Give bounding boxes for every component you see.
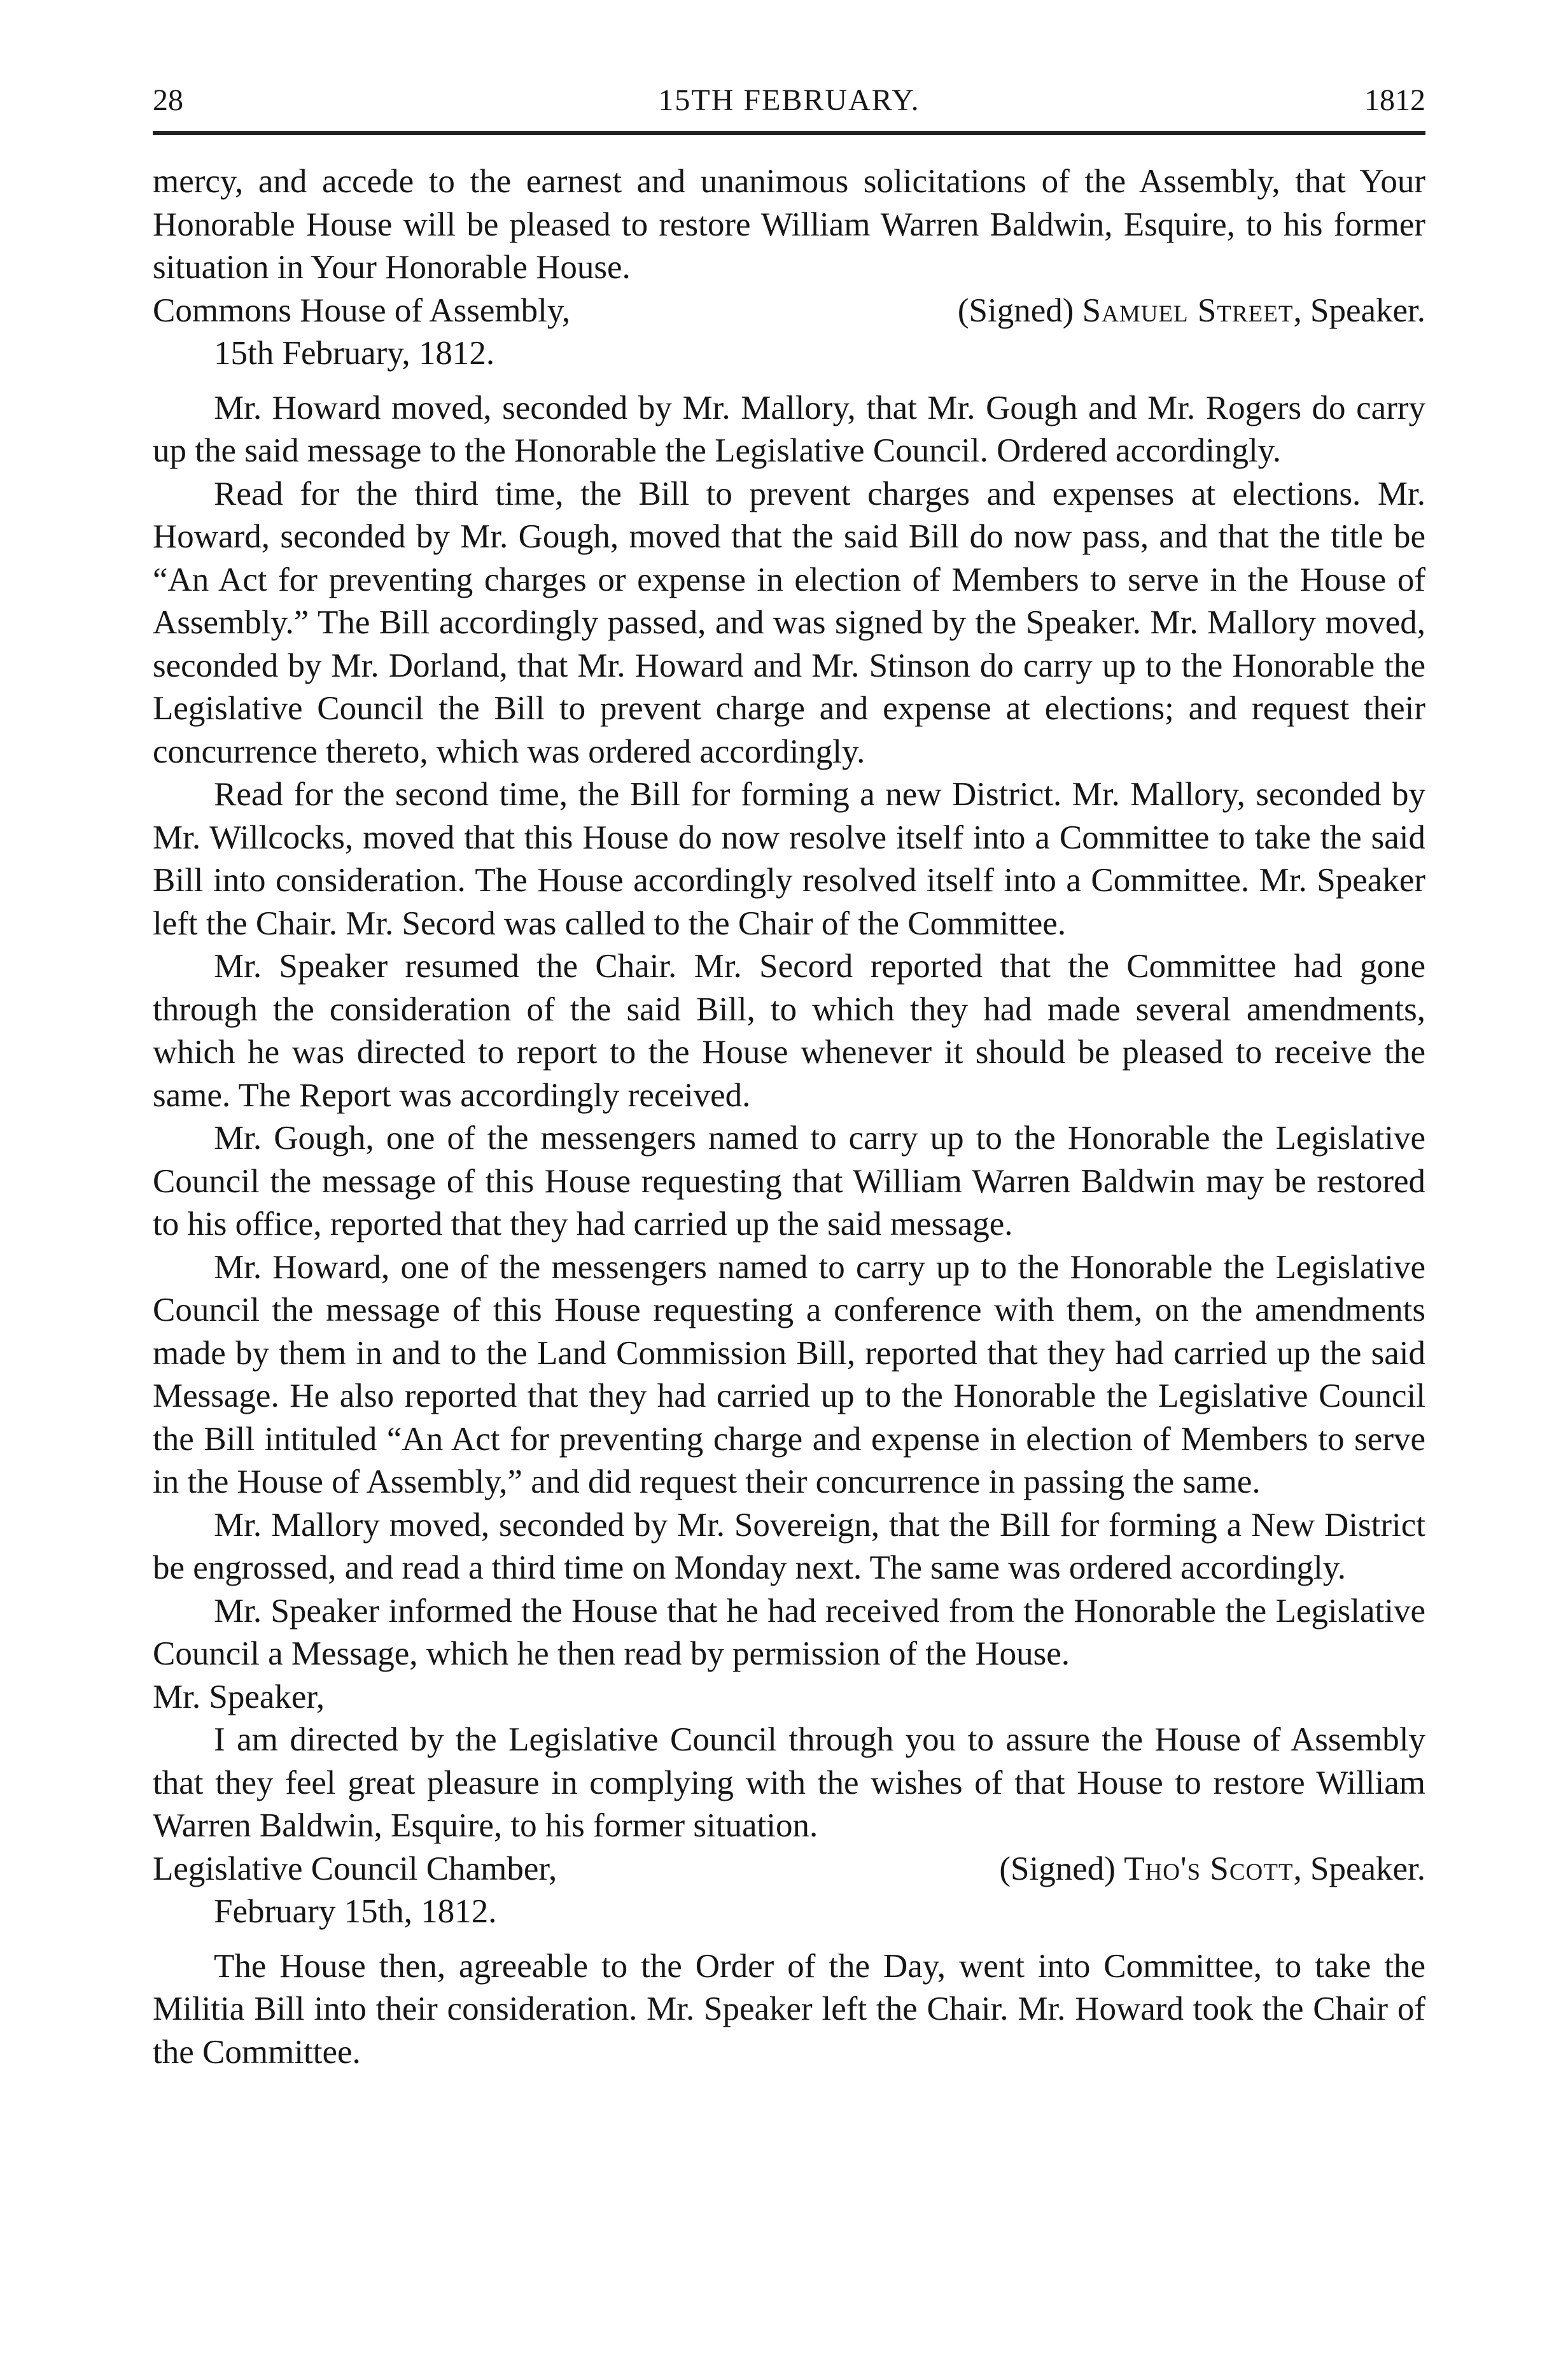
header-rule: [153, 131, 1425, 135]
paragraph: Read for the third time, the Bill to prevent charges and expenses at elections. Mr. Howard, seconded by Mr. Gough, moved that the said Bill do now pass, and that the title be “An Act for preventing charges or expense in election of Members to serve in the House of Assembly.” The Bill accordingly passed, and was signed by the Speaker. Mr. Mallory moved, seconded by Mr. Dorland, that Mr. Howard and Mr. Stinson do carry up to the Honorable the Legislative Council the Bill to prevent charge and expense at elections; and request their concurrence thereto, which was ordered accordingly.: [153, 475, 1425, 770]
paragraph: Mr. Howard moved, seconded by Mr. Mallory, that Mr. Gough and Mr. Rogers do carry up the said message to the Honorable the Legislative Council. Ordered accordingly.: [153, 389, 1425, 469]
running-header: [153, 83, 1425, 127]
signature-line: [958, 290, 1425, 333]
paragraph: mercy, and accede to the earnest and unanimous solicitations of the Assembly, that Your Honorable House will be pleased to restore William Warren Baldwin, Esquire, to his former situation in Your Honorable House.: [153, 163, 1425, 286]
paragraph: Read for the second time, the Bill for forming a new District. Mr. Mallory, seconded by Mr. Willcocks, moved that this House do now resolve itself into a Committee to take the said Bill into consideration. The House accordingly resolved itself into a Committee. Mr. Speaker left the Chair. Mr. Secord was called to the Chair of the Committee.: [153, 776, 1425, 942]
signature-block-commons: [153, 290, 1425, 333]
paragraph: Mr. Mallory moved, seconded by Mr. Sovereign, that the Bill for forming a New District be engrossed, and read a third time on Monday next. The same was ordered accordingly.: [153, 1506, 1425, 1586]
paragraph: Mr. Gough, one of the messengers named to carry up to the Honorable the Legislative Council the message of this House requesting that William Warren Baldwin may be restored to his office, reported that they had carried up the said message.: [153, 1120, 1425, 1243]
signatory-name: Tho's Scott: [1124, 1850, 1294, 1887]
signatory-title: , Speaker.: [1293, 1850, 1425, 1887]
message-text: I am directed by the Legislative Council through you to assure the House of Assembly that they feel great pleasure in complying with the wishes of that House to restore William Warren Baldwin, Esquire, to his former situation.: [153, 1721, 1425, 1844]
journal-text: [153, 160, 1425, 2074]
signature-line: [999, 1848, 1425, 1891]
signature-date: February 15th, 1812.: [214, 1893, 497, 1930]
paragraph: Mr. Howard, one of the messengers named to carry up to the Honorable the Legislative Council the message of this House requesting a conference with them, on the amendments made by them in and to the Land Commission Bill, reported that they had carried up the said Message. He also reported that they had carried up to the Honorable the Legislative Council the Bill intituled “An Act for preventing charge and expense in election of Members to serve in the House of Assembly,” and did request their concurrence in passing the same.: [153, 1248, 1425, 1500]
signature-place: Legislative Council Chamber,: [153, 1850, 557, 1887]
signature-place: Commons House of Assembly,: [153, 292, 571, 329]
signature-date: 15th February, 1812.: [214, 335, 495, 372]
header-date: 15TH FEBRUARY.: [658, 83, 920, 117]
signatory-title: , Speaker.: [1293, 292, 1425, 329]
paragraph: The House then, agreeable to the Order of the Day, went into Committee, to take the Militia Bill into their consideration. Mr. Speaker left the Chair. Mr. Howard took the Chair of the Committee.: [153, 1947, 1425, 2071]
message-salutation: Mr. Speaker,: [153, 1678, 325, 1715]
paragraph: Mr. Speaker informed the House that he had received from the Honorable the Legislative Council a Message, which he then read by permission of the House.: [153, 1592, 1425, 1672]
signatory-name: Samuel Street: [1082, 292, 1294, 329]
document-page: [153, 83, 1425, 2074]
page-number: 28: [153, 83, 183, 117]
paragraph: Mr. Speaker resumed the Chair. Mr. Secord reported that the Committee had gone through the consideration of the said Bill, to which they had made several amendments, which he was directed to report to the House whenever it should be pleased to receive the same. The Report was accordingly received.: [153, 948, 1425, 1114]
signed-label: (Signed): [957, 292, 1082, 329]
header-year: 1812: [1364, 83, 1425, 117]
signed-label: (Signed): [999, 1850, 1124, 1887]
signature-block-council: [153, 1848, 1425, 1891]
